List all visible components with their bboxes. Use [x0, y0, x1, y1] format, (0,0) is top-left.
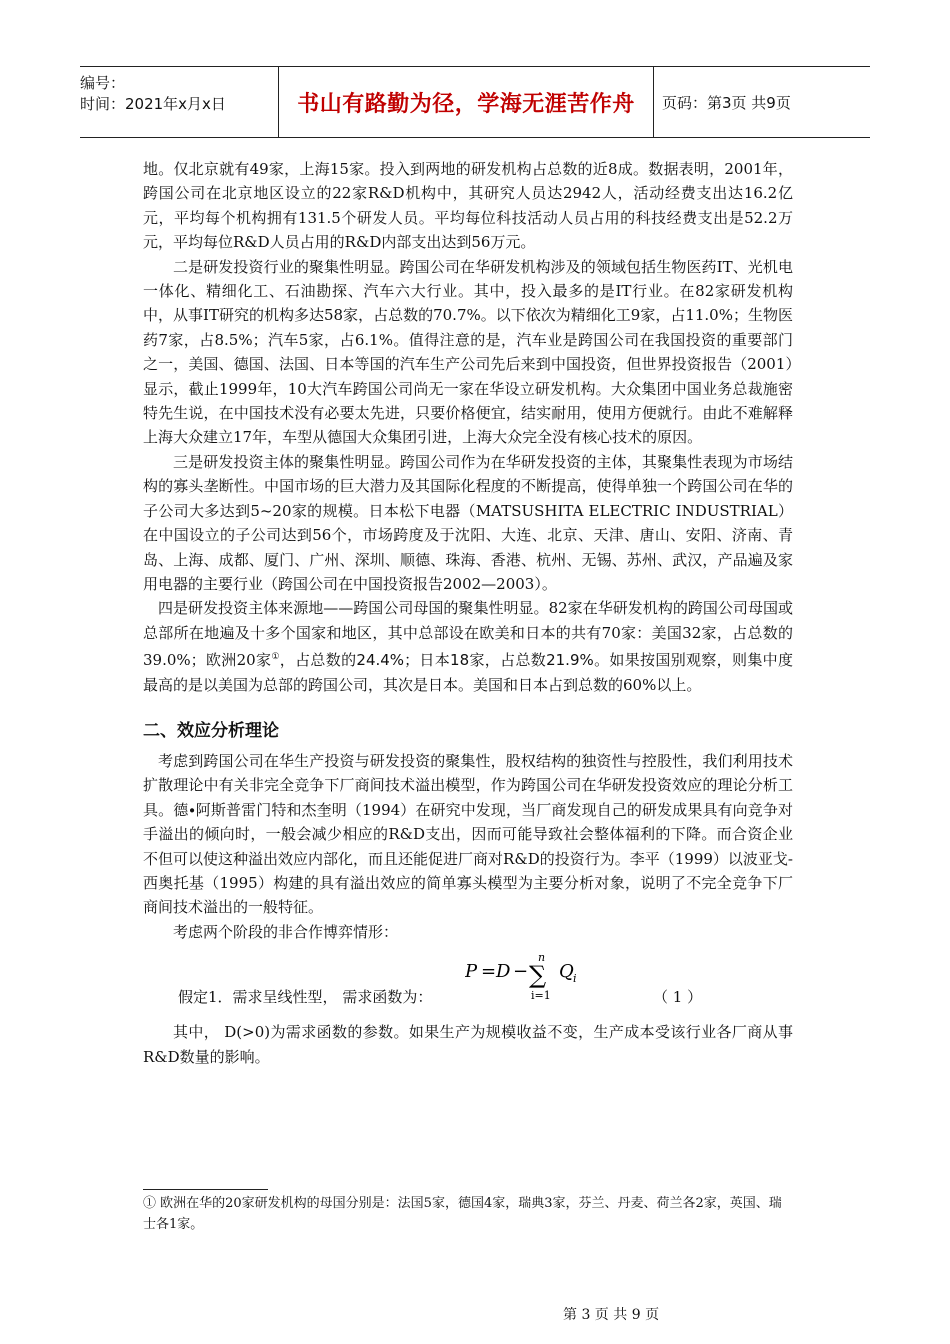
footnote-ref[interactable]: ① — [271, 652, 280, 663]
p4-text-h: 。如果按国别观察，则集中度最高的是以美国为总部的跨国公司，其次是日本。美国和日本占到总数的60%以上。 — [143, 651, 793, 694]
paragraph-7: 其中， D(>0)为需求函数的参数。如果生产为规模收益不变，生产成本受该行业各厂商从事R&D数量的影响。 — [143, 1023, 793, 1066]
demand-formula — [465, 950, 595, 1010]
paragraph-5: 考虑到跨国公司在华生产投资与研发投资的聚集性，股权结构的独资性与控股性，我们利用技术扩散理论中有关非完全竞争下厂商间技术溢出模型，作为跨国公司在华研发投资效应的理论分析工具。德∙阿斯普雷门特和杰奎明（1994）在研究中发现，当厂商发现自己的研发成果具有向竞争对手溢出的倾向时，一般会减少相应的R&D支出，因而可能导致社会整体福利的下降。而合资企业不但可以使这种溢出效应内部化，而且还能促进厂商对R&D的投资行为。李平（1999）以波亚戈-西奥托基（1995）构建的具有溢出效应的简单寡头模型为主要分析对象，说明了不完全竞争下厂商间技术溢出的一般特征。 — [143, 751, 793, 917]
formula-row — [143, 950, 793, 1020]
assumption-text: 假定1．需求呈线性型， 需求函数为： — [178, 988, 433, 1007]
page-footer: 第 3 页 共 9 页 — [563, 1307, 660, 1323]
paragraph-1: 地。仅北京就有49家，上海15家。投入到两地的研发机构占总数的近8成。数据表明，2001年，跨国公司在北京地区设立的22家R&D机构中，其研究人员达2942人，活动经费支出达16.2亿元，平均每个机构拥有131.5个研发人员。平均每位科技活动人员占用的科技经费支出是52.2万元，平均每位R&D人员占用的R&D内部支出达到56万元。 — [143, 160, 793, 252]
p4-text-b: ，占总数的 — [279, 651, 357, 670]
paragraph-2: 二是研发投资行业的聚集性明显。跨国公司在华研发机构涉及的领域包括生物医药IT、光机电一体化、精细化工、石油勘探、汽车六大行业。其中，投入最多的是IT行业。在82家研发机构中，从事IT研究的机构多达58家，占总数的70.7%。以下依次为精细化工9家，占11.0%；生物医药7家，占8.5%；汽车5家，占6.1%。值得注意的是，汽车业是跨国公司在我国投资的重要部门之一，美国、德国、法国、日本等国的汽车生产公司先后来到中国投资，但世界投资报告（2001）显示，截止1999年，10大汽车跨国公司尚无一家在华设立研发机构。大众集团中国业务总裁施密特先生说，在中国技术没有必要太先进，只要价格便宜，结实耐用，使用方便就行。由此不难解释上海大众建立17年，车型从德国大众集团引进，上海大众完全没有核心技术的原因。 — [143, 257, 793, 447]
section-title: 二、效应分析理论 — [143, 720, 279, 741]
number-label: 编号： — [80, 74, 126, 92]
formula-d: D — [496, 961, 511, 983]
footnote-divider — [143, 1189, 268, 1190]
p4-japan-count: 18 — [450, 651, 470, 670]
formula-upper: n — [538, 951, 546, 965]
formula-lhs: P — [465, 961, 478, 983]
formula-eq: = — [481, 961, 497, 983]
formula-sum: ∑ — [529, 961, 547, 990]
paragraph-3: 三是研发投资主体的聚集性明显。跨国公司作为在华研发投资的主体，其聚集性表现为市场结构的寡头垄断性。中国市场的巨大潜力及其国际化程度的不断提高，使得单独一个跨国公司在华的子公司大多达到5~20家的规模。日本松下电器（MATSUSHITA ELECTRIC INDUSTRIAL）在中国设立的子公司达到56个，市场跨度及于沈阳、大连、北京、天津、唐山、安阳、济南、青岛、上海、成都、厦门、广州、深圳、顺德、珠海、香港、杭州、无锡、苏州、武汉，产品遍及家用电器的主要行业（跨国公司在中国投资报告2002—2003）。 — [143, 452, 793, 593]
formula-minus: − — [513, 961, 529, 983]
header-motto: 书山有路勤为径，学海无涯苦作舟 — [278, 67, 654, 137]
date-label: 时间：2021年x月x日 — [80, 95, 226, 113]
footnote: ① 欧洲在华的20家研发机构的母国分别是：法国5家，德国4家，瑞典3家，芬兰、丹麦、荷兰各2家，英国、瑞士各1家。 — [143, 1196, 782, 1232]
formula-q: Q — [559, 961, 574, 983]
paragraph-4 — [143, 596, 793, 697]
formula-sub: i — [573, 972, 577, 986]
formula-lower: i=1 — [531, 989, 551, 1003]
p4-text-d: ；日本 — [404, 651, 451, 670]
paragraph-6: 考虑两个阶段的非合作博弈情形： — [173, 922, 399, 941]
p4-europe-pct: 24.4% — [356, 651, 405, 670]
p4-japan-pct: 21.9% — [546, 651, 594, 670]
page-header — [80, 66, 870, 138]
header-page-label: 页码：第3页 共9页 — [662, 93, 791, 112]
document-body — [143, 157, 793, 1069]
p4-text-f: 家，占总数 — [469, 651, 547, 670]
header-meta — [80, 67, 278, 137]
p4-text-a: 四是研发投资主体来源地——跨国公司母国的聚集性明显。82家在华研发机构的跨国公司母国或总部所在地遍及十多个国家和地区，其中总部设在欧美和日本的共有70家：美国32家，占总数的39.0%；欧洲20家 — [143, 599, 793, 670]
formula-number: （ 1 ） — [653, 988, 703, 1007]
